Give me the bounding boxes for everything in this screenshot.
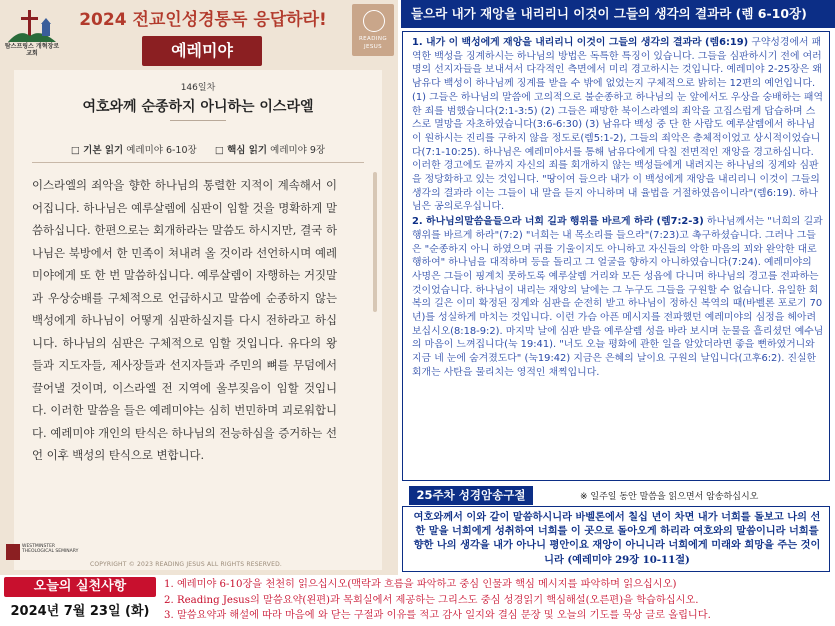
seminary-name: WESTMINSTER THEOLOGICAL SEMINARY xyxy=(22,544,79,554)
section-1-heading: 1. 내가 이 백성에게 재앙을 내리리니 이것이 그들의 생각의 결과라 (렘6:19) xyxy=(412,37,749,48)
practice-date: 2024년 7월 23일 (화) xyxy=(10,604,150,619)
memory-note: ※ 일주일 동안 말씀을 읽으면서 암송하십시오 xyxy=(580,492,759,502)
memory-verse: 여호와께서 이와 같이 말씀하시니라 바벨론에서 칠십 년이 차면 내가 너희를 돌보고 나의 선한 말을 너희에게 성취하여 너희를 이 곳으로 돌아오게 하리라 여호와의 말씀이니라 너희를 향한 나의 생각을 내가 아나니 평안이요 재앙이 아니니라 너희에게 미래와 희망을 주는 것이니라 (예레미야 29장 10-11절) xyxy=(413,511,821,566)
practice-item-3: 3. 말씀요약과 해설에 따라 마음에 와 닫는 구절과 이유를 적고 감사 일지와 결심 문장 및 오늘의 기도를 묵상 글로 올립니다. xyxy=(164,610,711,622)
day-number: 146일차 xyxy=(180,83,216,93)
core-reading-label: □ 핵심 읽기 xyxy=(214,145,268,156)
core-reading-ref: 예레미야 9장 xyxy=(270,145,326,156)
summary-body: 이스라엘의 죄악을 향한 하나님의 통렬한 지적이 계속해서 이어집니다. 하나님은 예루살렘에 심판이 임할 것을 명확하게 말씀하십니다. 한편으로는 회개하라는 말씀도 하시지만, 결국 하나님은 북방에서 한 민족이 쳐내려 올 것이라 선언하시며 예레미야에게 또 한 번 말씀하십니다. 예루살렘이 자행하는 거짓말과 우상숭배를 구체적으로 언급하시고 말씀에 순종하지 않는 백성에게 하나님이 어떻게 심판하실지를 다시 전하라고 하십니다. 하나님의 심판은 구체적으로 임할 것입니다. 유다의 왕들과 지도자들, 제사장들과 선지자들과 주민의 뼈를 무덤에서 끌어낼 것이며, 이스라엘 전 지역에 울부짖음이 임할 것입니다. 이러한 말씀을 들은 예레미야는 심히 번민하며 괴로워합니다. 예레미야 개인의 탄식은 하나님의 전능하심을 증거하는 선언 이후 백성의 탄식으로 변합니다. xyxy=(32,178,337,462)
commentary-text xyxy=(412,36,824,381)
basic-reading-ref: 예레미야 6-10장 xyxy=(126,145,197,156)
practice-item-1: 1. 예레미야 6-10장을 천천히 읽으십시오(맥락과 흐름을 파악하고 중심 인물과 핵심 메시지를 파악하며 읽으십시오) xyxy=(164,579,677,590)
brand-top: READING xyxy=(358,36,388,42)
card-scrollbar[interactable] xyxy=(373,172,377,312)
basic-reading-label: □ 기본 읽기 xyxy=(70,145,124,156)
copyright: COPYRIGHT © 2023 READING JESUS ALL RIGHTS RESERVED. xyxy=(90,561,282,568)
section-2-heading: 2. 하나님의말씀을들으라 너희 길과 행위를 바르게 하라 (렘7:2-3) xyxy=(412,216,704,228)
commentary-title: 들으라 내가 재앙을 내리리니 이것이 그들의 생각의 결과라 (렘 6-10장) xyxy=(401,0,835,28)
brand-bottom: JESUS xyxy=(363,44,383,50)
church-logo-icon xyxy=(6,6,58,46)
practice-tag: 오늘의 실천사항 xyxy=(4,577,156,597)
practice-item-2: 2. Reading Jesus의 말씀요약(왼편)과 목회실에서 제공하는 그리스도 중심 성경읽기 핵심해설(오른편)을 학습하십시오. xyxy=(164,594,699,606)
book-name-ribbon: 예레미야 xyxy=(142,36,262,66)
seminary-crest-icon xyxy=(6,544,20,560)
section-2-text: 하나님께서는 "너희의 길과 행위를 바르게 하라"(7:2) "너희는 내 목소리를 들으라"(7:23)고 촉구하셨습니다. 그러나 그들은 "순종하지 아니 하였으며 귀를 기울이지도 아니하고 자신들의 악한 마음의 꾀와 완악한 대로 행하여" 하나님을 대적하며 등을 돌리고 그 얼굴을 향하지 아니하였습니다(7:24). 예레미야의 사명은 그들이 핑계치 못하도록 예루살렘 거리와 모든 성읍에 다니며 하나님의 경고를 전파하는 것이었습니다. 하나님이 내리는 재앙의 날에는 그 누구도 그들을 구원할 수 없습니다. 유일한 회복의 길은 이미 확정된 징계와 심판을 순전히 받고 하나님이 정하신 복역의 때(바벨론 포로기 70년)를 성실하게 마치는 것입니다. 이런 가슴 아픈 메시지를 전파했던 예레미야의 심정을 헤아려 보십시오(8:18-9:2). 마지막 날에 심판 받을 예루살렘 성을 바라 보시며 눈물을 흘리셨던 예수님의 마음이 느껴집니다(눅 19:41). "너도 오늘 평화에 관한 일을 알았더라면 좋을 뻔하였거니와 지금 네 눈에 숨겨졌도다" (눅19:42) 지금은 은혜의 날이요 구원의 날입니다(고후6:2). 진실한 회개는 사탄을 물리치는 영적인 채찍입니다. xyxy=(412,216,824,378)
reading-jesus-brand xyxy=(352,4,394,56)
reading-assignments xyxy=(14,142,382,156)
readings-divider xyxy=(32,162,364,163)
reading-jesus-logo-icon xyxy=(363,10,385,32)
section-1-text: 구약성경에서 패역한 백성을 징계하시는 하나님의 방법은 독특한 특징이 있습니다. 그들을 심판하시기 전에 여러 명의 선지자들을 보내셔서 다각적인 측면에서 미리 경고하시는 것입니다. 예레미야 2-25장은 왜 남유다 백성이 하나님께 징계를 받을 수 밖에 없었는지 구체적으로 밝히는 12편의 예언입니다. (1) 그들은 하나님의 말씀에 고의적으로 불순종하고 하나님의 눈 앞에서도 우상을 숭배하는 패역한 죄를 범했습니다(2:1-3:5) (2) 그들은 패망한 북이스라엘의 죄악을 고집스럽게 답습하며 스스로 멸망을 자초하였습니다(3:6-6:30) (3) 남유다 백성 중 단 한 사람도 예루살렘에서 하나님이 원하시는 진리를 구하지 않을 정도로(렘5:1-2), 그들의 죄악은 총체적이었고 상시적이었습니다(7:1-10:25). 하나님은 예레미야서를 통해 남유다에게 닥칠 전면적인 재앙을 경고하십니다. 이러한 경고에도 끝까지 자신의 죄를 회개하지 않는 백성들에게 내려지는 하나님의 징계와 심판을 정당화하고 있는 것입니다. "땅이여 들으라 내가 이 백성에게 재앙을 내리리니 이것이 그들의 생각의 결과라 이는 그들이 내 말을 듣지 아니하며 내 율법을 거절하였음이니라"(렘6:19). 하나님은 공의로우십니다. xyxy=(412,37,824,213)
campaign-title: 2024 전교인성경통독 응답하라! xyxy=(79,10,327,30)
title-divider xyxy=(170,120,226,121)
memory-verse-tag: 25주차 성경암송구절 xyxy=(409,486,533,505)
church-name: 탐스프링스 개혁장로교회 xyxy=(4,43,60,57)
day-title: 여호와께 순종하지 아니하는 이스라엘 xyxy=(82,99,314,115)
reading-card-panel xyxy=(0,0,398,575)
practice-list xyxy=(164,577,834,624)
